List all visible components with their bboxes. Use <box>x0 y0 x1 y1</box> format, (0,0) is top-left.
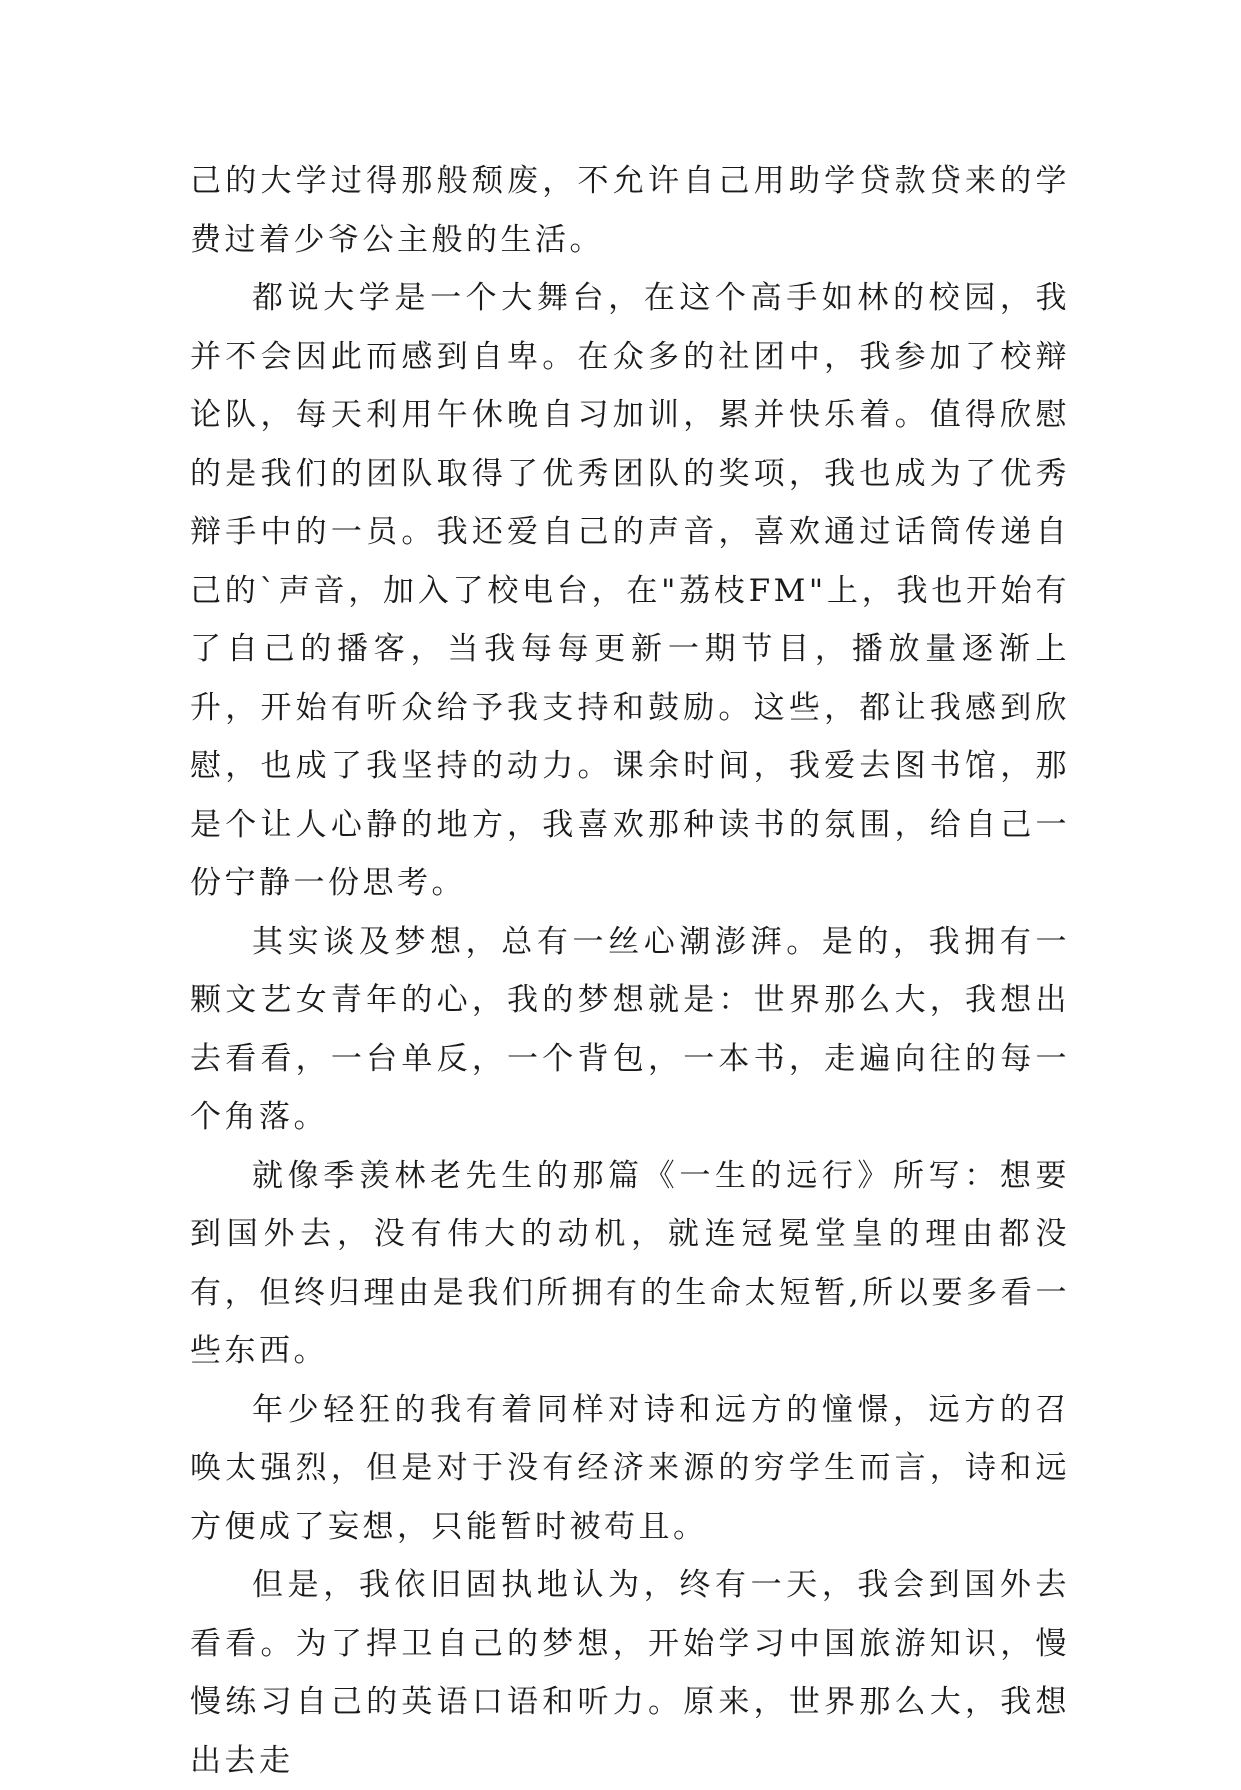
paragraph-1: 己的大学过得那般颓废，不允许自己用助学贷款贷来的学费过着少爷公主般的生活。 <box>190 163 1070 258</box>
body-text <box>190 152 1070 1790</box>
paragraph-6: 但是，我依旧固执地认为，终有一天，我会到国外去看看。为了捍卫自己的梦想，开始学习中国旅游知识，慢慢练习自己的英语口语和听力。原来，世界那么大，我想出去走 <box>190 1567 1070 1779</box>
paragraph-3: 其实谈及梦想，总有一丝心潮澎湃。是的，我拥有一颗文艺女青年的心，我的梦想就是：世界那么大，我想出去看看，一台单反，一个背包，一本书，走遍向往的每一个角落。 <box>190 923 1070 1135</box>
paragraph-2: 都说大学是一个大舞台，在这个高手如林的校园，我并不会因此而感到自卑。在众多的社团中，我参加了校辩论队，每天利用午休晚自习加训，累并快乐着。值得欣慰的是我们的团队取得了优秀团队的奖项，我也成为了优秀辩手中的一员。我还爱自己的声音，喜欢通过话筒传递自己的`声音，加入了校电台，在"荔枝FM"上，我也开始有了自己的播客，当我每每更新一期节目，播放量逐渐上升，开始有听众给予我支持和鼓励。这些，都让我感到欣慰，也成了我坚持的动力。课余时间，我爱去图书馆，那是个让人心静的地方，我喜欢那种读书的氛围，给自己一份宁静一份思考。 <box>190 280 1070 901</box>
paragraph-4: 就像季羡林老先生的那篇《一生的远行》所写：想要到国外去，没有伟大的动机，就连冠冕堂皇的理由都没有，但终归理由是我们所拥有的生命太短暂,所以要多看一些东西。 <box>190 1157 1070 1369</box>
paragraph-5: 年少轻狂的我有着同样对诗和远方的憧憬，远方的召唤太强烈，但是对于没有经济来源的穷学生而言，诗和远方便成了妄想，只能暂时被苟且。 <box>190 1391 1070 1545</box>
